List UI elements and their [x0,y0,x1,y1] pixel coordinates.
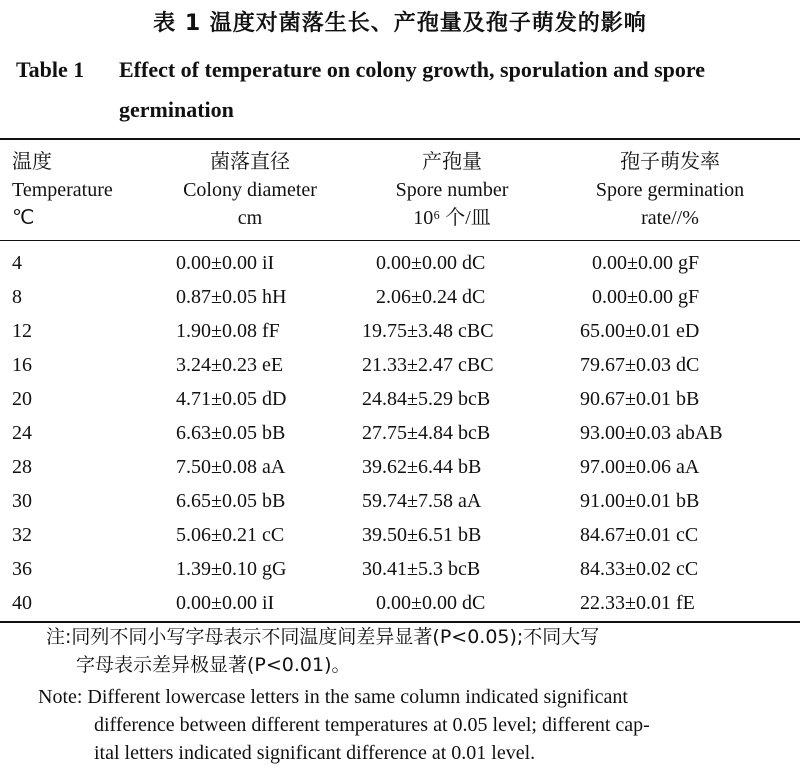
table-row [0,382,800,416]
header-temperature-unit: ℃ [12,207,35,229]
cell-spore-number: 0.00±0.00 dC [376,252,486,274]
cell-temperature: 16 [12,354,32,376]
cell-germination-rate: 0.00±0.00 gF [592,286,700,308]
header-germination-rate-en: Spore germination [595,179,745,201]
cell-temperature: 4 [12,252,22,274]
table-row [0,450,800,484]
cell-spore-number: 39.62±6.44 bB [362,456,482,478]
cell-spore-number: 39.50±6.51 bB [362,524,482,546]
note-cn-line-1: 注:同列不同小写字母表示不同温度间差异显著(P<0.05);不同大写 [46,626,600,648]
cell-spore-number: 27.75±4.84 bcB [362,422,491,444]
cell-temperature: 24 [12,422,32,444]
header-rule [0,240,800,241]
cell-germination-rate: 84.67±0.01 cC [580,524,699,546]
cell-temperature: 32 [12,524,32,546]
header-germination-rate-unit: rate//% [641,207,699,229]
cell-germination-rate: 22.33±0.01 fE [580,592,695,614]
cell-spore-number: 21.33±2.47 cBC [362,354,494,376]
table-label-en: Table 1 [16,57,85,82]
header-spore-number-unit: 10⁶ 个/皿 [413,207,491,229]
top-rule [0,138,800,140]
cell-colony-diameter: 5.06±0.21 cC [176,524,285,546]
cell-germination-rate: 65.00±0.01 eD [580,320,700,342]
cell-temperature: 40 [12,592,32,614]
cell-temperature: 8 [12,286,22,308]
cell-germination-rate: 79.67±0.03 dC [580,354,700,376]
header-colony-diameter [155,146,345,232]
header-colony-diameter-en: Colony diameter [183,179,317,201]
header-germination-rate-cn: 孢子萌发率 [620,149,720,173]
cell-germination-rate: 91.00±0.01 bB [580,490,700,512]
cell-temperature: 36 [12,558,32,580]
note-en-line-2: difference between different temperatures at 0.05 level; different cap- [94,714,650,736]
header-colony-diameter-cn: 菌落直径 [210,149,290,173]
cell-spore-number: 19.75±3.48 cBC [362,320,494,342]
header-temperature-en: Temperature [12,179,113,201]
cell-temperature: 12 [12,320,32,342]
note-en-line-3: ital letters indicated significant difference at 0.01 level. [94,742,536,764]
cell-germination-rate: 84.33±0.02 cC [580,558,699,580]
cell-germination-rate: 93.00±0.03 abAB [580,422,723,444]
cell-germination-rate: 97.00±0.06 aA [580,456,700,478]
header-spore-number-en: Spore number [395,179,509,201]
note-en-line-1: Note: Different lowercase letters in the same column indicated significant [38,686,628,708]
cell-spore-number: 0.00±0.00 dC [376,592,486,614]
table-caption-cn: 表 1 温度对菌落生长、产孢量及孢子萌发的影响 [153,11,647,36]
cell-colony-diameter: 0.00±0.00 iI [176,252,275,274]
table-row [0,314,800,348]
cell-colony-diameter: 0.00±0.00 iI [176,592,275,614]
table-title-en: Effect of temperature on colony growth, sporulation and spore germination [119,57,706,122]
cell-temperature: 28 [12,456,32,478]
header-spore-number-cn: 产孢量 [422,149,482,173]
cell-colony-diameter: 4.71±0.05 dD [176,388,287,410]
table-row [0,518,800,552]
header-colony-diameter-unit: cm [237,207,263,229]
cell-colony-diameter: 3.24±0.23 eE [176,354,284,376]
note-cn-line-2: 字母表示差异极显著(P<0.01)。 [76,654,351,676]
cell-colony-diameter: 7.50±0.08 aA [176,456,286,478]
header-germination-rate [570,146,770,232]
cell-germination-rate: 90.67±0.01 bB [580,388,700,410]
cell-colony-diameter: 6.65±0.05 bB [176,490,286,512]
table-row [0,280,800,314]
table-row [0,246,800,280]
cell-spore-number: 30.41±5.3 bcB [362,558,481,580]
cell-spore-number: 24.84±5.29 bcB [362,388,491,410]
cell-spore-number: 59.74±7.58 aA [362,490,482,512]
cell-colony-diameter: 0.87±0.05 hH [176,286,287,308]
cell-temperature: 30 [12,490,32,512]
cell-colony-diameter: 1.90±0.08 fF [176,320,280,342]
cell-spore-number: 2.06±0.24 dC [376,286,486,308]
cell-temperature: 20 [12,388,32,410]
table-row [0,586,800,620]
table-row [0,552,800,586]
cell-colony-diameter: 1.39±0.10 gG [176,558,287,580]
table-row [0,416,800,450]
cell-colony-diameter: 6.63±0.05 bB [176,422,286,444]
cell-germination-rate: 0.00±0.00 gF [592,252,700,274]
header-temperature-cn: 温度 [12,149,52,173]
table-row [0,348,800,382]
header-spore-number [362,146,542,232]
table-row [0,484,800,518]
header-temperature [12,146,113,232]
